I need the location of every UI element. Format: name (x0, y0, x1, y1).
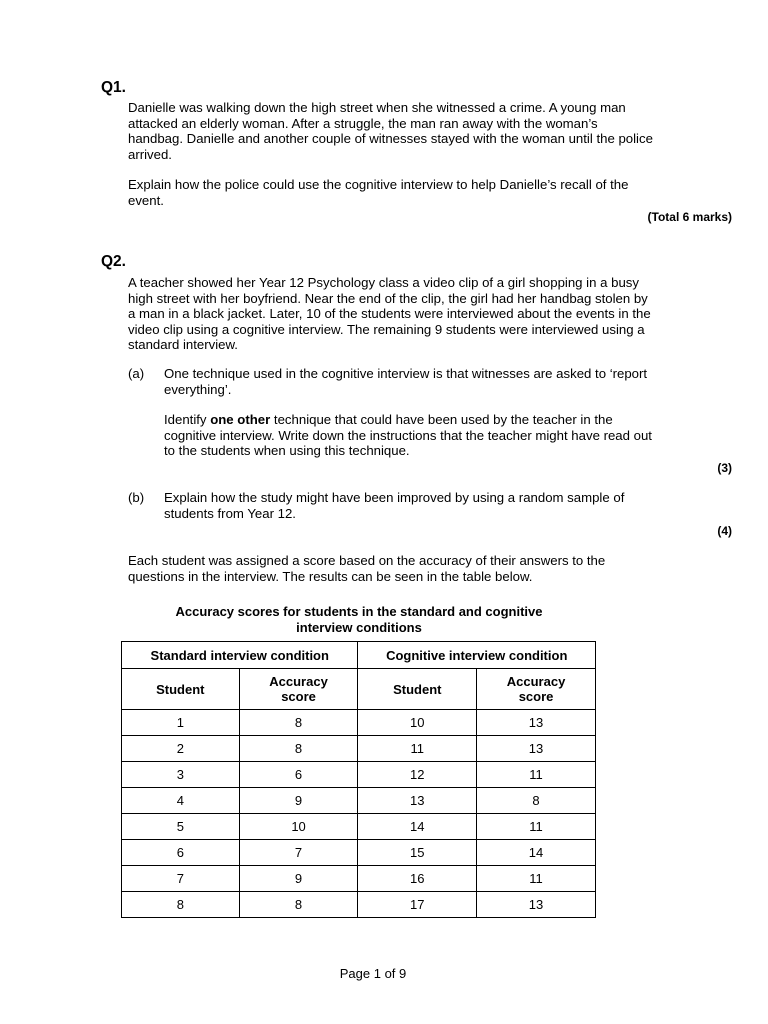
accuracy-table (121, 641, 596, 918)
table-cell: 11 (358, 736, 477, 762)
table-cell: 7 (239, 840, 358, 866)
part-b-text (164, 490, 709, 521)
table-cell: 11 (477, 762, 596, 788)
table-cell: 13 (477, 710, 596, 736)
table-cell: 12 (358, 762, 477, 788)
column-header: Student (358, 669, 477, 710)
q1-line: arrived. (128, 146, 172, 162)
column-header: Student (122, 669, 240, 710)
q1-task-line: event. (128, 192, 164, 208)
table-cell: 11 (477, 866, 596, 892)
part-a-line: One technique used in the cognitive interview is that witnesses are asked to ‘report (164, 366, 648, 381)
table-cell: 9 (239, 788, 358, 814)
part-a-instruction (164, 412, 709, 459)
part-a-label: (a) (128, 366, 145, 381)
table-cell: 8 (239, 736, 358, 762)
table-row (122, 814, 596, 840)
table-cell: 13 (477, 892, 596, 918)
table-cell: 16 (358, 866, 477, 892)
table-cell: 8 (239, 710, 358, 736)
q1-task (128, 177, 708, 208)
part-a-intro (164, 366, 709, 397)
column-header: Accuracy score (239, 669, 358, 710)
part-a-line: everything’. (164, 381, 232, 397)
table-cell: 7 (122, 866, 240, 892)
table-row (122, 788, 596, 814)
standard-condition-header: Standard interview condition (122, 642, 358, 669)
table-cell: 1 (122, 710, 240, 736)
table-cell: 17 (358, 892, 477, 918)
table-cell: 8 (122, 892, 240, 918)
table-row (122, 892, 596, 918)
table-group-header-row (122, 642, 596, 669)
q2-intro (128, 275, 708, 353)
column-header: Accuracy score (477, 669, 596, 710)
q1-heading: Q1. (101, 79, 126, 96)
table-cell: 8 (239, 892, 358, 918)
q2-intro-line: A teacher showed her Year 12 Psychology class a video clip of a girl shopping in a busy (128, 275, 639, 290)
table-row (122, 736, 596, 762)
table-cell: 4 (122, 788, 240, 814)
table-cell: 9 (239, 866, 358, 892)
q1-line: handbag. Danielle and another couple of witnesses stayed with the woman until the police (128, 131, 653, 147)
table-cell: 15 (358, 840, 477, 866)
part-b-line: students from Year 12. (164, 505, 296, 521)
part-b-line: Explain how the study might have been improved by using a random sample of (164, 490, 625, 505)
table-caption-line: interview conditions (296, 619, 422, 635)
table-cell: 14 (477, 840, 596, 866)
table-row (122, 762, 596, 788)
part-a-identify-line: cognitive interview. Write down the instructions that the teacher might have read out (164, 427, 652, 443)
q1-total-marks: (Total 6 marks) (647, 210, 732, 224)
scores-intro (128, 553, 708, 584)
table-body (122, 710, 596, 918)
table-row (122, 710, 596, 736)
table-cell: 3 (122, 762, 240, 788)
table-caption (122, 604, 596, 635)
part-a-marks: (3) (717, 461, 732, 475)
table-cell: 5 (122, 814, 240, 840)
q2-intro-line: high street with her boyfriend. Near the end of the clip, the girl had her handbag stolen by (128, 290, 648, 306)
cognitive-condition-header: Cognitive interview condition (358, 642, 596, 669)
table-caption-line: Accuracy scores for students in the standard and cognitive (175, 604, 543, 619)
table-cell: 6 (122, 840, 240, 866)
q1-line: Danielle was walking down the high street when she witnessed a crime. A young man (128, 100, 626, 115)
scores-intro-line: Each student was assigned a score based on the accuracy of their answers to the (128, 553, 606, 568)
part-a-identify-pre: Identify (164, 412, 211, 427)
q1-scenario (128, 100, 708, 162)
part-a-identify-bold: one other (210, 412, 271, 427)
part-a-identify-line (164, 412, 709, 428)
table-column-header-row (122, 669, 596, 710)
scores-intro-line: questions in the interview. The results can be seen in the table below. (128, 568, 533, 584)
table-cell: 8 (477, 788, 596, 814)
table-cell: 10 (358, 710, 477, 736)
table-cell: 10 (239, 814, 358, 840)
table-row (122, 840, 596, 866)
q2-intro-line: video clip using a cognitive interview. The remaining 9 students were interviewed using a (128, 321, 645, 337)
q2-intro-line: standard interview. (128, 337, 238, 353)
table-cell: 11 (477, 814, 596, 840)
table-cell: 13 (358, 788, 477, 814)
table-cell: 13 (477, 736, 596, 762)
table-cell: 6 (239, 762, 358, 788)
part-b-label: (b) (128, 490, 145, 505)
part-a-identify-line: to the students when using this technique. (164, 443, 410, 459)
q1-task-line: Explain how the police could use the cognitive interview to help Danielle’s recall of the (128, 177, 629, 192)
page-number: Page 1 of 9 (339, 966, 407, 981)
table-cell: 2 (122, 736, 240, 762)
part-a-identify-post: technique that could have been used by the teacher in the (270, 412, 613, 427)
q1-line: attacked an elderly woman. After a struggle, the man ran away with the woman’s (128, 115, 598, 131)
q2-intro-line: a man in a black jacket. Later, 10 of the students were interviewed about the events in the (128, 306, 651, 322)
table-row (122, 866, 596, 892)
part-b-marks: (4) (717, 524, 732, 538)
q2-heading: Q2. (101, 253, 126, 270)
table-cell: 14 (358, 814, 477, 840)
